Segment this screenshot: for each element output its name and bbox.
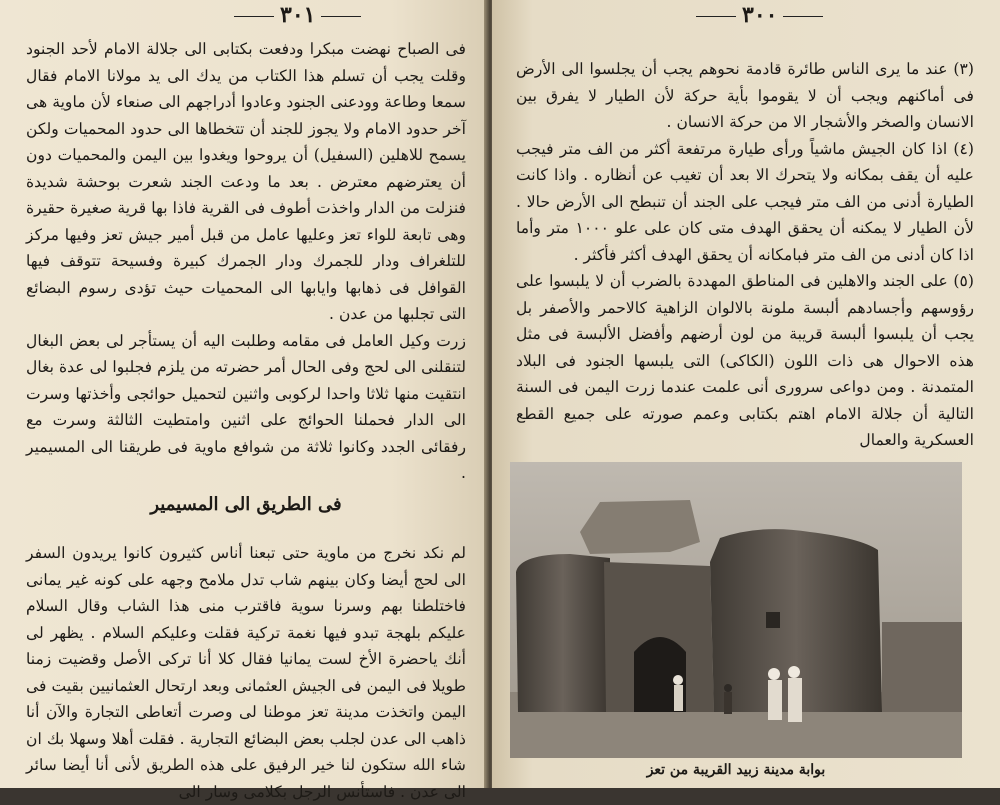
text-block bbox=[516, 56, 974, 454]
paragraph: لم نكد نخرج من ماوية حتى تبعنا أناس كثيرون كانوا يريدون السفر الى لحج أيضا وكان بينهم شاب تدل ملامح وجهه على كونه غير يمانى فاختلطنا بهم وسرنا سوية فاقترب منى هذا الشاب وقال السلام عليكم بلهجة تبدو فيها نغمة تركية فقلت وعليكم السلام . يظهر لى أنك ياحضرة الأخ لست يمانيا فقال كلا أنا تركى الأصل وقضيت زمنا طويلا فى اليمن فى الجيش العثمانى وبعد ارتحال العثمانيين بقيت فى اليمن واتخذت مدينة تعز موطنا لى وصرت أتعاطى التجارة والآن أنا ذاهب الى عدن لجلب بعض البضائع التجارية . فقلت أهلا وسهلا بك ان شاء الله ستكون لنا خير الرفيق على هذه الطريق لأنى أنا أيضا سائر الى عدن . فاستأنس الرجل بكلامى وسار الى bbox=[26, 544, 466, 801]
page-number bbox=[690, 2, 829, 28]
text-block bbox=[26, 36, 466, 487]
rule-decoration bbox=[783, 16, 823, 17]
gate-illustration bbox=[510, 462, 962, 758]
left-page bbox=[0, 0, 488, 801]
section-heading: فى الطريق الى المسيمير bbox=[150, 494, 342, 515]
rule-decoration bbox=[321, 16, 361, 17]
gate-photograph bbox=[510, 462, 962, 758]
paragraph: (٤) اذا كان الجيش ماشياً ورأى طيارة مرتفعة أكثر من الف متر فيجب عليه أن يقف بمكانه ولا يتحرك الا بعد أن تغيب عن أنظاره . واذا كانت الطيارة أدنى من الف متر فيجب على الجند أن تنبطح الى الأرض حالا . لأن الطيار لا يمكنه أن يحقق الهدف متى كان على علو ١٠٠٠ متر وأما اذا كان أدنى من الف متر فبامكانه أن يحقق الهدف أكثر فأكثر . bbox=[516, 139, 974, 264]
paragraph: (٥) على الجند والاهلين فى المناطق المهددة بالضرب أن لا يلبسوا على رؤوسهم وأجسادهم ألبسة ملونة بالالوان الزاهية كالاحمر والأصفر بل يجب أن يلبسوا ألبسة قريبة من لون أرضهم وأفضل الألبسة فى مثل هذه الاحوال هى ذات اللون (الكاكى) التى يلبسها الجنود فى البلاد المتمدنة . ومن دواعى سرورى أنى علمت عندما زرت اليمن فى السنة التالية أن جلالة الامام اهتم بكتابى وعمم صورته على جميع القطع العسكرية والعمال bbox=[516, 272, 974, 449]
rule-decoration bbox=[696, 16, 736, 17]
paragraph: (٣) عند ما يرى الناس طائرة قادمة نحوهم يجب أن يجلسوا الى الأرض فى أماكنهم ويجب أن لا يقوموا بأية حركة لأن الطيار لا يفرق بين الانسان والصخر والأشجار الا من حركة الانسان . bbox=[516, 60, 974, 131]
paragraph: فى الصباح نهضت مبكرا ودفعت بكتابى الى جلالة الامام لأحد الجنود وقلت يجب أن تسلم هذا الكتاب من يدك الى يد مولانا الامام فقال سمعا وطاعة وودعنى الجنود وعادوا أدراجهم الى صنعاء لأن ماوية هى آخر حدود الامام ولا يجوز للجند أن تتخطاها الى حدود المحميات ولكن يسمح للاهلين (السفيل) أن يروحوا ويغدوا بين اليمن والمحميات دون أن يعترضهم معترض . بعد ما ودعت الجند شعرت بوحشة شديدة فنزلت من الدار واخذت أطوف فى القرية فاذا بها قرية صغيرة حقيرة وهى تابعة للواء تعز وعليها عامل من قبل أمير جيش تعز وفيها مركز للتلغراف ودار للجمرك ودار الجمرك كبيرة وفسيحة تتوقف فيها القوافل فى ذهابها وايابها الى المحميات حيث تؤدى رسوم البضائع التى تجلبها من عدن . bbox=[26, 40, 466, 323]
page-number bbox=[228, 2, 367, 28]
photo-caption: بوابة مدينة زبيد القريبة من تعز bbox=[646, 762, 826, 778]
page-number-text: ٣٠١ bbox=[280, 2, 316, 28]
page-number-text: ٣٠٠ bbox=[742, 2, 778, 28]
right-page bbox=[492, 0, 1000, 788]
paragraph: زرت وكيل العامل فى مقامه وطلبت اليه أن يستأجر لى بعض البغال لتنقلنى الى لحج وفى الحال أمر حضرته من يلزم فجلبوا لى عدة بغال انتقيت منها ثلاثا واحدا لركوبى واثنين لتحميل حوائجى وأخذتها وسرت الى الدار فحملنا الحوائج على اثنين وامتطيت الثالثة وسرت مع رفقائى الجدد وكانوا ثلاثة من شوافع ماوية فى طريقنا الى المسيمير . bbox=[26, 331, 466, 482]
text-block bbox=[26, 540, 466, 805]
rule-decoration bbox=[234, 16, 274, 17]
